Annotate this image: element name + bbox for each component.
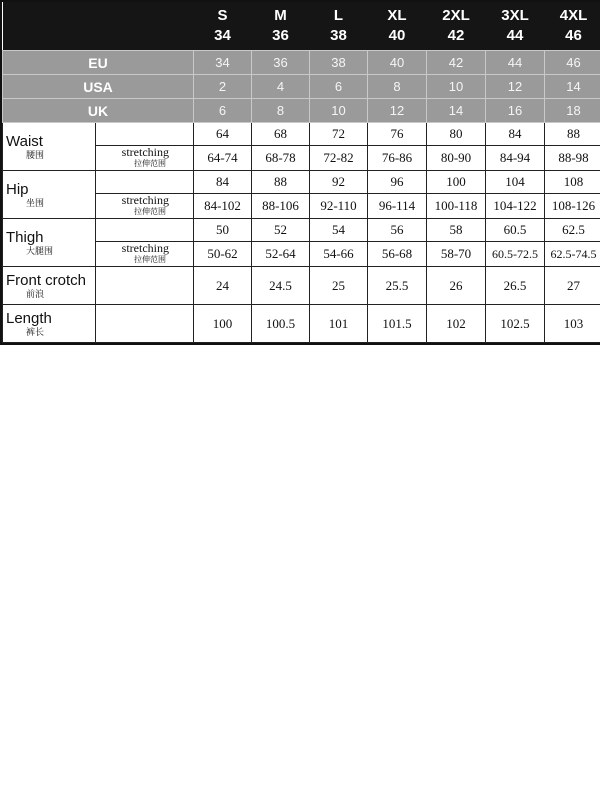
- stretch-cell: 92-110: [310, 194, 368, 219]
- stretching-label: stretching 拉伸范围: [96, 146, 194, 171]
- conversion-cell: 16: [486, 99, 545, 123]
- stretch-cell: 84-94: [486, 146, 545, 171]
- waist-row: [3, 123, 600, 146]
- empty-cell: [96, 219, 194, 242]
- conversion-cell: 14: [545, 75, 600, 99]
- front-crotch-row: [3, 267, 600, 305]
- measure-cell: 103: [545, 305, 600, 343]
- measure-cell: 72: [310, 123, 368, 146]
- stretch-cell: 50-62: [194, 242, 252, 267]
- stretch-cell: 68-78: [252, 146, 310, 171]
- size-letter-row: [3, 2, 600, 26]
- measure-cell: 68: [252, 123, 310, 146]
- measure-cell: 80: [427, 123, 486, 146]
- conversion-label: EU: [3, 51, 194, 75]
- stretch-cell: 56-68: [368, 242, 427, 267]
- thigh-row: [3, 219, 600, 242]
- conversion-cell: 6: [194, 99, 252, 123]
- empty-cell: [96, 267, 194, 305]
- measure-cell: 88: [252, 171, 310, 194]
- stretch-cell: 96-114: [368, 194, 427, 219]
- stretch-cell: 104-122: [486, 194, 545, 219]
- size-chart: [0, 0, 600, 345]
- stretch-cell: 58-70: [427, 242, 486, 267]
- measure-cell: 88: [545, 123, 600, 146]
- measure-cell: 27: [545, 267, 600, 305]
- conversion-cell: 4: [252, 75, 310, 99]
- conversion-cell: 10: [310, 99, 368, 123]
- size-number: 44: [486, 26, 545, 51]
- waist-label: Waist 腰围: [3, 123, 96, 171]
- measure-cell: 92: [310, 171, 368, 194]
- measure-cell: 102.5: [486, 305, 545, 343]
- front-crotch-label: Front crotch 前浪: [3, 267, 96, 305]
- thigh-label: Thigh 大腿围: [3, 219, 96, 267]
- conversion-cell: 8: [252, 99, 310, 123]
- conversion-cell: 8: [368, 75, 427, 99]
- stretch-cell: 54-66: [310, 242, 368, 267]
- measure-cell: 24: [194, 267, 252, 305]
- stretching-label: stretching 拉伸范围: [96, 242, 194, 267]
- conversion-label: UK: [3, 99, 194, 123]
- measure-cell: 101.5: [368, 305, 427, 343]
- stretch-cell: 64-74: [194, 146, 252, 171]
- conversion-cell: 34: [194, 51, 252, 75]
- stretch-cell: 108-126: [545, 194, 600, 219]
- conversion-cell: 46: [545, 51, 600, 75]
- measure-cell: 60.5: [486, 219, 545, 242]
- measure-cell: 84: [486, 123, 545, 146]
- measure-cell: 25.5: [368, 267, 427, 305]
- measure-cell: 104: [486, 171, 545, 194]
- hip-row: [3, 171, 600, 194]
- size-number: 40: [368, 26, 427, 51]
- measure-cell: 24.5: [252, 267, 310, 305]
- size-letter: L: [310, 2, 368, 26]
- size-letter: XL: [368, 2, 427, 26]
- measure-cell: 102: [427, 305, 486, 343]
- stretch-cell: 62.5-74.5: [545, 242, 600, 267]
- conversion-cell: 10: [427, 75, 486, 99]
- conversion-cell: 40: [368, 51, 427, 75]
- stretching-label: stretching 拉伸范围: [96, 194, 194, 219]
- conversion-cell: 44: [486, 51, 545, 75]
- size-number: 38: [310, 26, 368, 51]
- stretch-cell: 76-86: [368, 146, 427, 171]
- size-table: [2, 2, 600, 343]
- size-number: 46: [545, 26, 600, 51]
- measure-cell: 108: [545, 171, 600, 194]
- conversion-cell: 14: [427, 99, 486, 123]
- measure-cell: 52: [252, 219, 310, 242]
- empty-cell: [96, 123, 194, 146]
- stretch-cell: 88-98: [545, 146, 600, 171]
- measure-cell: 56: [368, 219, 427, 242]
- stretch-cell: 84-102: [194, 194, 252, 219]
- conversion-cell: 2: [194, 75, 252, 99]
- conversion-cell: 38: [310, 51, 368, 75]
- empty-cell: [96, 171, 194, 194]
- measure-cell: 76: [368, 123, 427, 146]
- measure-cell: 58: [427, 219, 486, 242]
- header-blank: [3, 26, 194, 51]
- measure-cell: 26.5: [486, 267, 545, 305]
- stretch-cell: 72-82: [310, 146, 368, 171]
- conversion-cell: 12: [368, 99, 427, 123]
- measure-cell: 101: [310, 305, 368, 343]
- size-letter: S: [194, 2, 252, 26]
- stretch-cell: 100-118: [427, 194, 486, 219]
- size-letter: M: [252, 2, 310, 26]
- length-row: [3, 305, 600, 343]
- measure-cell: 62.5: [545, 219, 600, 242]
- size-letter: 4XL: [545, 2, 600, 26]
- size-number: 36: [252, 26, 310, 51]
- size-number: 42: [427, 26, 486, 51]
- measure-cell: 100.5: [252, 305, 310, 343]
- size-letter: 2XL: [427, 2, 486, 26]
- measure-cell: 100: [194, 305, 252, 343]
- conversion-cell: 18: [545, 99, 600, 123]
- length-label: Length 裤长: [3, 305, 96, 343]
- conversion-cell: 6: [310, 75, 368, 99]
- stretch-cell: 60.5-72.5: [486, 242, 545, 267]
- size-letter: 3XL: [486, 2, 545, 26]
- conversion-cell: 36: [252, 51, 310, 75]
- size-number-row: [3, 26, 600, 51]
- conversion-cell: 42: [427, 51, 486, 75]
- stretch-cell: 88-106: [252, 194, 310, 219]
- measure-cell: 26: [427, 267, 486, 305]
- conversion-cell: 12: [486, 75, 545, 99]
- stretch-cell: 52-64: [252, 242, 310, 267]
- header-blank: [3, 2, 194, 26]
- measure-cell: 96: [368, 171, 427, 194]
- measure-cell: 100: [427, 171, 486, 194]
- conversion-label: USA: [3, 75, 194, 99]
- empty-cell: [96, 305, 194, 343]
- hip-label: Hip 坐围: [3, 171, 96, 219]
- measure-cell: 50: [194, 219, 252, 242]
- conversion-row-usa: [3, 75, 600, 99]
- stretch-cell: 80-90: [427, 146, 486, 171]
- measure-cell: 64: [194, 123, 252, 146]
- conversion-row-uk: [3, 99, 600, 123]
- measure-cell: 54: [310, 219, 368, 242]
- measure-cell: 25: [310, 267, 368, 305]
- size-number: 34: [194, 26, 252, 51]
- conversion-row-eu: [3, 51, 600, 75]
- measure-cell: 84: [194, 171, 252, 194]
